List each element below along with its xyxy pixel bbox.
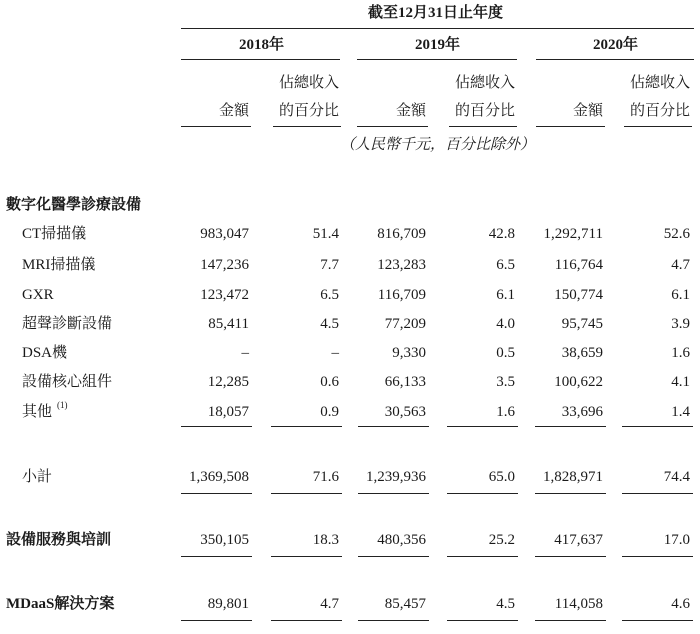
- amount-cell: 147,236: [200, 257, 249, 273]
- total-percent: 4.6: [671, 596, 690, 612]
- subtotal-top-rule: [447, 426, 518, 427]
- amount-cell: 77,209: [384, 316, 426, 332]
- percent-cell: 6.1: [496, 287, 515, 303]
- column-rule: [273, 126, 341, 127]
- section-heading: 數字化醫學診療設備: [6, 197, 142, 213]
- total-percent: 18.3: [312, 532, 339, 548]
- percent-cell: 4.7: [671, 257, 690, 273]
- total-percent: 4.5: [496, 596, 515, 612]
- row-label: 其他: [22, 404, 53, 420]
- footnote-marker: (1): [57, 400, 68, 410]
- amount-column-header: 金額: [395, 103, 426, 119]
- total-rule: [271, 556, 342, 557]
- percent-cell: 1.6: [671, 345, 690, 361]
- row-label: DSA機: [22, 345, 68, 361]
- total-amount: 89,801: [207, 596, 249, 612]
- subtotal-bottom-rule: [535, 493, 606, 494]
- amount-cell: 116,764: [554, 257, 603, 273]
- column-rule: [357, 126, 428, 127]
- amount-cell: 38,659: [561, 345, 603, 361]
- subtotal-top-rule: [622, 426, 693, 427]
- percent-cell: 51.4: [312, 226, 339, 242]
- percent-column-header: 的百分比: [629, 103, 690, 119]
- total-amount: 417,637: [554, 532, 603, 548]
- amount-column-header: 金額: [572, 103, 603, 119]
- subtotal-bottom-rule: [447, 493, 518, 494]
- amount-cell: 66,133: [384, 374, 426, 390]
- total-rule: [358, 620, 429, 621]
- total-rule: [447, 620, 518, 621]
- total-percent: 25.2: [488, 532, 515, 548]
- percent-cell: 6.1: [671, 287, 690, 303]
- percent-cell: –: [331, 345, 339, 361]
- subtotal-label: 小計: [22, 469, 53, 485]
- column-rule: [449, 126, 517, 127]
- subtotal-amount: 1,828,971: [543, 469, 603, 485]
- subtotal-percent: 71.6: [312, 469, 339, 485]
- subtotal-bottom-rule: [358, 493, 429, 494]
- total-percent: 4.7: [320, 596, 339, 612]
- amount-cell: 100,622: [554, 374, 603, 390]
- subtotal-top-rule: [358, 426, 429, 427]
- amount-cell: 18,057: [207, 404, 249, 420]
- percent-cell: 4.1: [671, 374, 690, 390]
- percent-cell: 4.0: [496, 316, 515, 332]
- total-amount: 85,457: [384, 596, 426, 612]
- percent-column-header: 佔總收入: [629, 75, 690, 91]
- row-label: CT掃描儀: [22, 226, 87, 242]
- total-rule: [535, 620, 606, 621]
- unit-note: （人民幣千元，百分比除外）: [340, 137, 536, 153]
- percent-column-header: 佔總收入: [278, 75, 339, 91]
- subtotal-percent: 74.4: [663, 469, 690, 485]
- total-rule: [447, 556, 518, 557]
- period-header: 截至12月31日止年度: [368, 5, 504, 21]
- total-amount: 350,105: [200, 532, 249, 548]
- amount-cell: 123,472: [200, 287, 249, 303]
- column-rule: [181, 126, 251, 127]
- year-header: 2018年: [239, 37, 285, 53]
- subtotal-amount: 1,369,508: [189, 469, 249, 485]
- amount-cell: 116,709: [377, 287, 426, 303]
- percent-cell: 42.8: [488, 226, 515, 242]
- subtotal-percent: 65.0: [488, 469, 515, 485]
- year-rule: [536, 59, 694, 60]
- amount-cell: 85,411: [208, 316, 249, 332]
- total-rule: [271, 620, 342, 621]
- total-percent: 17.0: [663, 532, 690, 548]
- percent-cell: 0.9: [320, 404, 339, 420]
- amount-cell: 33,696: [561, 404, 603, 420]
- row-label: MRI掃描儀: [22, 257, 96, 273]
- total-amount: 480,356: [377, 532, 426, 548]
- column-rule: [536, 126, 605, 127]
- subtotal-top-rule: [181, 426, 252, 427]
- amount-cell: 9,330: [392, 345, 426, 361]
- row-label: 超聲診斷設備: [22, 316, 113, 332]
- row-label: 設備核心組件: [22, 374, 113, 390]
- subtotal-amount: 1,239,936: [366, 469, 426, 485]
- total-rule: [622, 620, 693, 621]
- amount-cell: –: [241, 345, 249, 361]
- year-header: 2019年: [415, 37, 461, 53]
- subtotal-bottom-rule: [271, 493, 342, 494]
- amount-cell: 12,285: [207, 374, 249, 390]
- percent-column-header: 的百分比: [278, 103, 339, 119]
- total-rule: [181, 556, 252, 557]
- year-rule: [357, 59, 517, 60]
- percent-cell: 0.6: [320, 374, 339, 390]
- percent-cell: 4.5: [320, 316, 339, 332]
- subtotal-bottom-rule: [181, 493, 252, 494]
- total-rule: [181, 620, 252, 621]
- subtotal-bottom-rule: [622, 493, 693, 494]
- percent-cell: 7.7: [320, 257, 339, 273]
- year-header: 2020年: [593, 37, 639, 53]
- percent-cell: 0.5: [496, 345, 515, 361]
- total-amount: 114,058: [554, 596, 603, 612]
- percent-cell: 1.4: [671, 404, 690, 420]
- amount-cell: 816,709: [377, 226, 426, 242]
- amount-column-header: 金額: [218, 103, 249, 119]
- percent-cell: 1.6: [496, 404, 515, 420]
- period-rule: [181, 28, 694, 29]
- year-rule: [181, 59, 340, 60]
- amount-cell: 30,563: [384, 404, 426, 420]
- row-label: GXR: [22, 287, 54, 303]
- amount-cell: 123,283: [377, 257, 426, 273]
- total-rule: [535, 556, 606, 557]
- percent-cell: 6.5: [320, 287, 339, 303]
- percent-cell: 52.6: [663, 226, 690, 242]
- percent-column-header: 佔總收入: [454, 75, 515, 91]
- amount-cell: 983,047: [200, 226, 249, 242]
- total-rule: [622, 556, 693, 557]
- total-rule: [358, 556, 429, 557]
- subtotal-top-rule: [271, 426, 342, 427]
- column-rule: [624, 126, 692, 127]
- percent-cell: 3.5: [496, 374, 515, 390]
- percent-cell: 6.5: [496, 257, 515, 273]
- total-label: 設備服務與培訓: [6, 532, 112, 548]
- percent-cell: 3.9: [671, 316, 690, 332]
- percent-column-header: 的百分比: [454, 103, 515, 119]
- total-label: MDaaS解決方案: [6, 596, 115, 612]
- amount-cell: 95,745: [561, 316, 603, 332]
- amount-cell: 150,774: [554, 287, 603, 303]
- subtotal-top-rule: [535, 426, 606, 427]
- amount-cell: 1,292,711: [543, 226, 603, 242]
